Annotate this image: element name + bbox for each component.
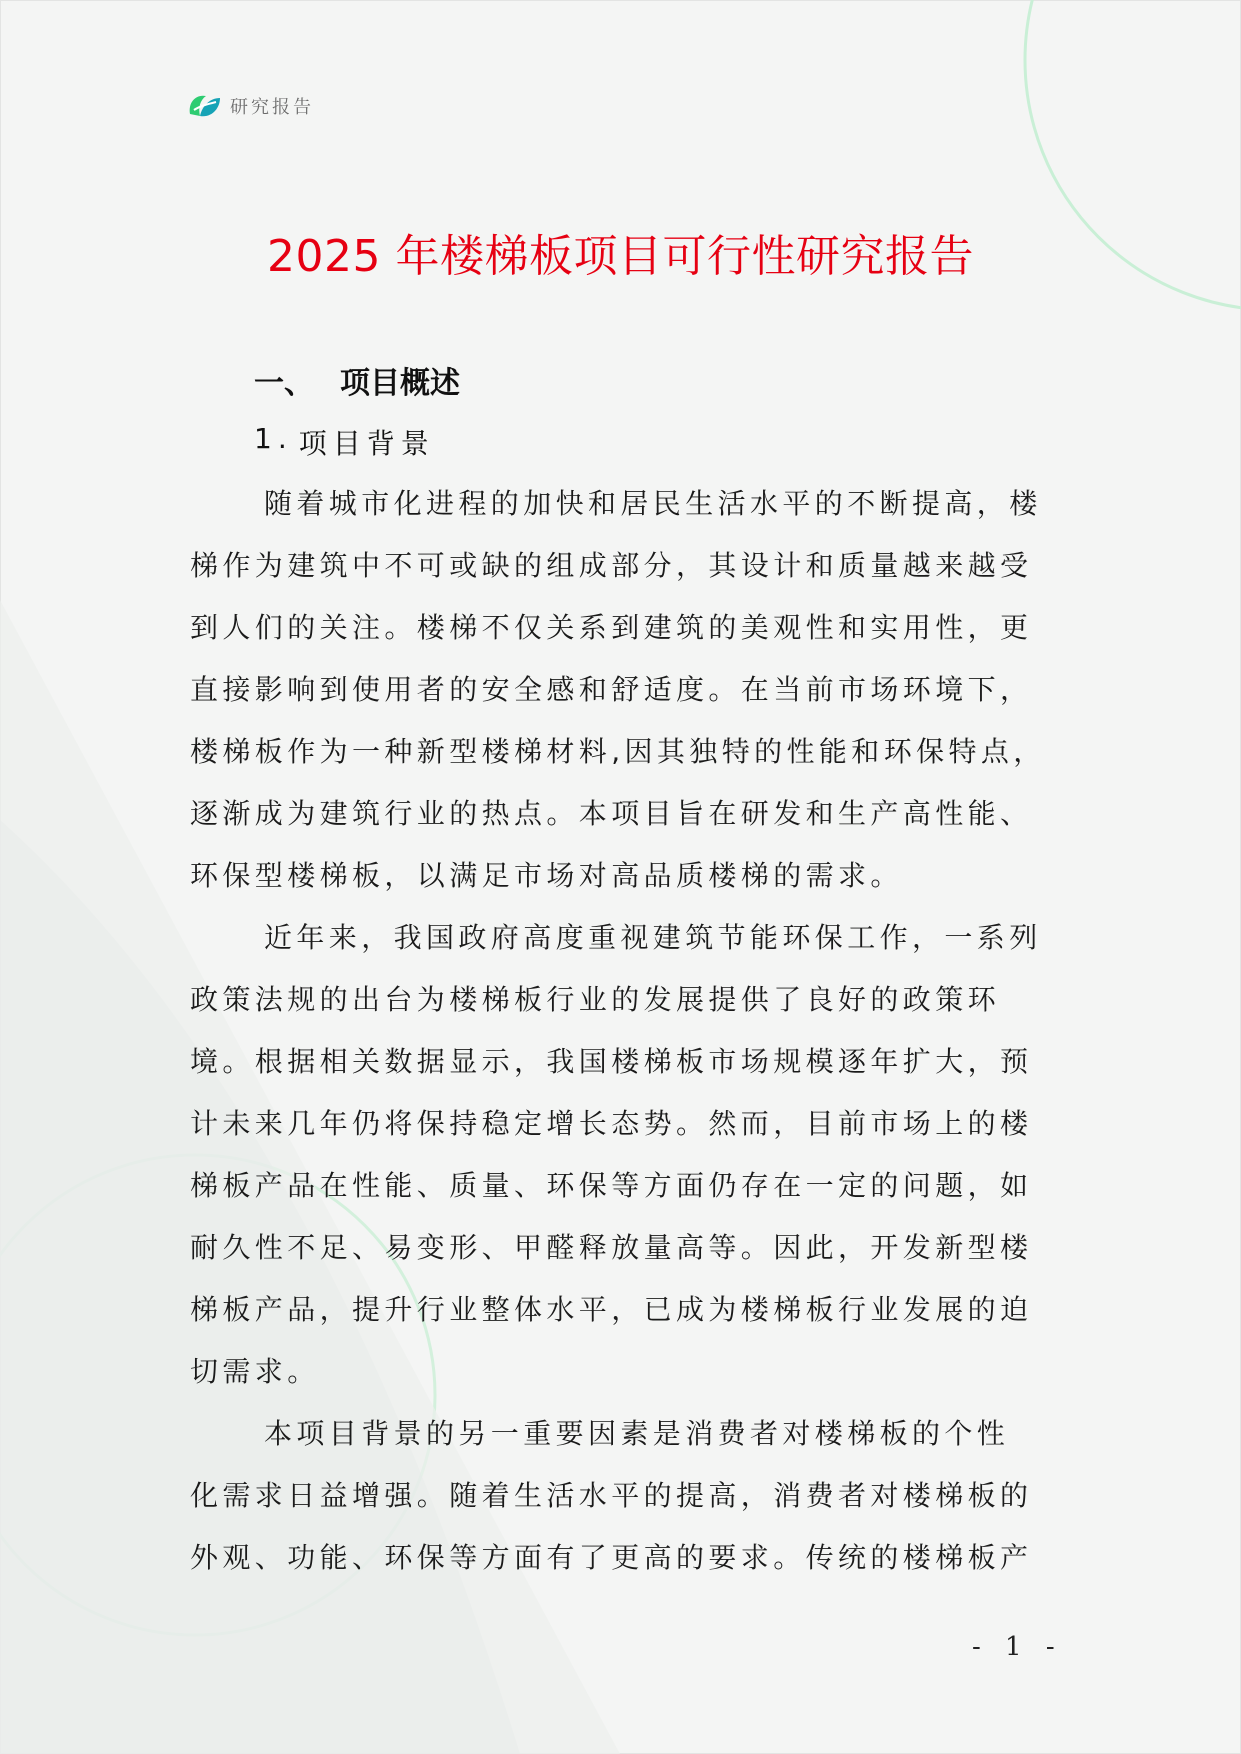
text-line: 梯板产品，提升行业整体水平，已成为楼梯板行业发展的迫	[190, 1293, 1033, 1326]
text-line: 本项目背景的另一重要因素是消费者对楼梯板的个性	[264, 1417, 1010, 1450]
text-line: 境。根据相关数据显示，我国楼梯板市场规模逐年扩大，预	[190, 1045, 1033, 1078]
text-line: 逐渐成为建筑行业的热点。本项目旨在研发和生产高性能、	[190, 797, 1033, 830]
section-number: 一、	[254, 366, 314, 401]
section-heading	[254, 358, 460, 402]
text-line: 近年来，我国政府高度重视建筑节能环保工作，一系列	[264, 921, 1042, 954]
text-line: 耐久性不足、易变形、甲醛释放量高等。因此，开发新型楼	[190, 1231, 1033, 1264]
subsection-label: 项目背景	[298, 427, 435, 460]
text-line: 梯作为建筑中不可或缺的组成部分，其设计和质量越来越受	[190, 549, 1033, 582]
text-line: 计未来几年仍将保持稳定增长态势。然而，目前市场上的楼	[190, 1107, 1033, 1140]
body-text	[190, 473, 1054, 1589]
text-line: 政策法规的出台为楼梯板行业的发展提供了良好的政策环	[190, 983, 1001, 1016]
document-title: 2025 年楼梯板项目可行性研究报告	[267, 231, 974, 282]
leaf-logo-icon	[186, 90, 222, 122]
page-number: - 1 -	[972, 1632, 1063, 1662]
subsection-heading	[254, 422, 435, 462]
text-line: 梯板产品在性能、质量、环保等方面仍存在一定的问题，如	[190, 1169, 1033, 1202]
text-line: 直接影响到使用者的安全感和舒适度。在当前市场环境下，	[190, 673, 1033, 706]
text-line: 环保型楼梯板，以满足市场对高品质楼梯的需求。	[190, 859, 903, 892]
subsection-number: 1.	[254, 422, 293, 455]
text-line: 外观、功能、环保等方面有了更高的要求。传统的楼梯板产	[190, 1541, 1033, 1574]
text-line: 化需求日益增强。随着生活水平的提高，消费者对楼梯板的	[190, 1479, 1033, 1512]
text-line: 切需求。	[190, 1355, 320, 1388]
section-label: 项目概述	[340, 366, 460, 401]
header-label: 研究报告	[230, 97, 314, 118]
text-line: 随着城市化进程的加快和居民生活水平的不断提高，楼	[264, 487, 1042, 520]
text-line: 楼梯板作为一种新型楼梯材料,因其独特的性能和环保特点，	[190, 735, 1046, 768]
text-line: 到人们的关注。楼梯不仅关系到建筑的美观性和实用性，更	[190, 611, 1033, 644]
report-header	[186, 90, 314, 122]
